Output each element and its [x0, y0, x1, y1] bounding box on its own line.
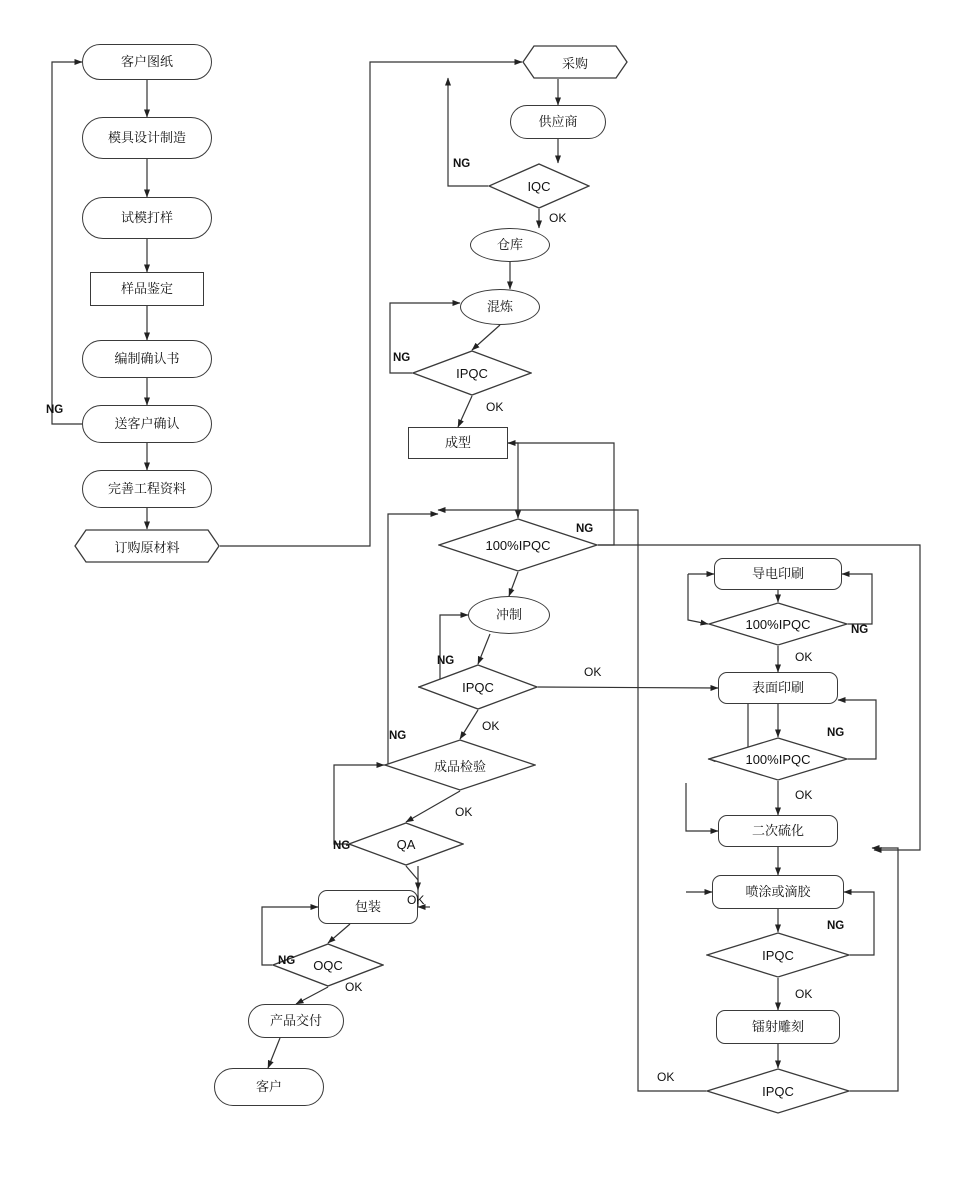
- node-iqc[interactable]: [488, 163, 590, 209]
- node-customer[interactable]: [214, 1068, 324, 1106]
- node-100-ipqc-conductive[interactable]: [708, 602, 848, 646]
- node-ipqc-mixing[interactable]: [412, 350, 532, 396]
- node-label: 客户图纸: [120, 53, 173, 69]
- edge-label-ok: OK: [549, 211, 567, 225]
- node-warehouse[interactable]: [470, 228, 550, 262]
- node-punching[interactable]: [468, 596, 550, 634]
- node-order-raw-material[interactable]: [74, 529, 220, 563]
- node-label: 二次硫化: [751, 822, 804, 838]
- edge-label-ok: OK: [455, 805, 473, 819]
- node-secondary-vulcanization[interactable]: [718, 815, 838, 847]
- node-label: 100%IPQC: [745, 616, 811, 632]
- edge-label-ng: NG: [46, 404, 64, 416]
- edge-label-ng: NG: [827, 727, 845, 739]
- node-label: IPQC: [762, 1083, 794, 1099]
- node-label: 产品交付: [269, 1012, 322, 1028]
- node-label: OQC: [313, 957, 343, 973]
- node-label: 完善工程资料: [107, 480, 186, 496]
- node-label: 导电印刷: [751, 565, 804, 581]
- node-label: 表面印刷: [751, 679, 804, 695]
- edge-label-ok: OK: [795, 788, 813, 802]
- node-label: 仓库: [496, 236, 523, 252]
- node-label: 喷涂或滴胶: [745, 883, 811, 899]
- node-label: 供应商: [538, 113, 578, 129]
- node-label: 包装: [354, 898, 381, 914]
- node-finished-product-inspection[interactable]: [384, 739, 536, 791]
- edge-label-ok: OK: [795, 650, 813, 664]
- node-label: IPQC: [456, 365, 488, 381]
- node-label: 模具设计制造: [107, 129, 186, 145]
- node-product-delivery[interactable]: [248, 1004, 344, 1038]
- node-label: 试模打样: [120, 209, 173, 225]
- node-label: 样品鉴定: [120, 280, 173, 296]
- node-mixing[interactable]: [460, 289, 540, 325]
- node-send-customer-confirm[interactable]: [82, 405, 212, 443]
- node-trial-mold-sampling[interactable]: [82, 197, 212, 239]
- node-label: 送客户确认: [114, 415, 180, 431]
- node-label: IPQC: [462, 679, 494, 695]
- node-conductive-printing[interactable]: [714, 558, 842, 590]
- node-label: QA: [396, 836, 416, 852]
- edge-label-ok: OK: [657, 1070, 675, 1084]
- node-100-ipqc-surface[interactable]: [708, 737, 848, 781]
- node-label: IQC: [527, 178, 551, 194]
- node-supplier[interactable]: [510, 105, 606, 139]
- edge-label-ok: OK: [486, 400, 504, 414]
- edge-label-ok: OK: [795, 987, 813, 1001]
- node-laser-engraving[interactable]: [716, 1010, 840, 1044]
- node-ipqc-spray[interactable]: [706, 932, 850, 978]
- edge-label-ng: NG: [333, 840, 351, 852]
- node-qa[interactable]: [348, 822, 464, 866]
- edge-label-ng: NG: [278, 955, 296, 967]
- node-label: 订购原材料: [114, 539, 180, 555]
- edge-label-ok: OK: [345, 980, 363, 994]
- edge-label-ok: OK: [482, 719, 500, 733]
- node-packaging[interactable]: [318, 890, 418, 924]
- node-surface-printing[interactable]: [718, 672, 838, 704]
- edge-label-ok: OK: [584, 665, 602, 679]
- edge-label-ng: NG: [389, 730, 407, 742]
- edge-label-ng: NG: [827, 920, 845, 932]
- node-ipqc-punching[interactable]: [418, 664, 538, 710]
- node-spray-or-glue[interactable]: [712, 875, 844, 909]
- node-customer-drawing[interactable]: [82, 44, 212, 80]
- edge-label-ng: NG: [576, 523, 594, 535]
- node-label: 混炼: [486, 298, 513, 314]
- node-100-ipqc-molding[interactable]: [438, 518, 598, 572]
- edge-label-ng: NG: [453, 158, 471, 170]
- node-purchasing[interactable]: [522, 45, 628, 79]
- node-ipqc-laser[interactable]: [706, 1068, 850, 1114]
- node-label: 成品检验: [433, 758, 486, 774]
- edge-label-ng: NG: [393, 352, 411, 364]
- node-label: 客户: [255, 1078, 282, 1094]
- node-label: 采购: [561, 55, 588, 71]
- node-sample-appraisal[interactable]: [90, 272, 204, 306]
- node-label: IPQC: [762, 947, 794, 963]
- edge-label-ng: NG: [437, 655, 455, 667]
- node-label: 100%IPQC: [745, 751, 811, 767]
- node-complete-engineering-docs[interactable]: [82, 470, 212, 508]
- node-label: 编制确认书: [114, 350, 180, 366]
- node-label: 100%IPQC: [485, 537, 551, 553]
- node-label: 冲制: [495, 606, 522, 622]
- node-prepare-confirmation[interactable]: [82, 340, 212, 378]
- edge-label-ng: NG: [851, 624, 869, 636]
- node-molding[interactable]: [408, 427, 508, 459]
- node-mold-design-manufacture[interactable]: [82, 117, 212, 159]
- node-label: 镭射雕刻: [751, 1018, 804, 1034]
- node-label: 成型: [444, 434, 471, 450]
- edge-label-ok: OK: [407, 893, 425, 907]
